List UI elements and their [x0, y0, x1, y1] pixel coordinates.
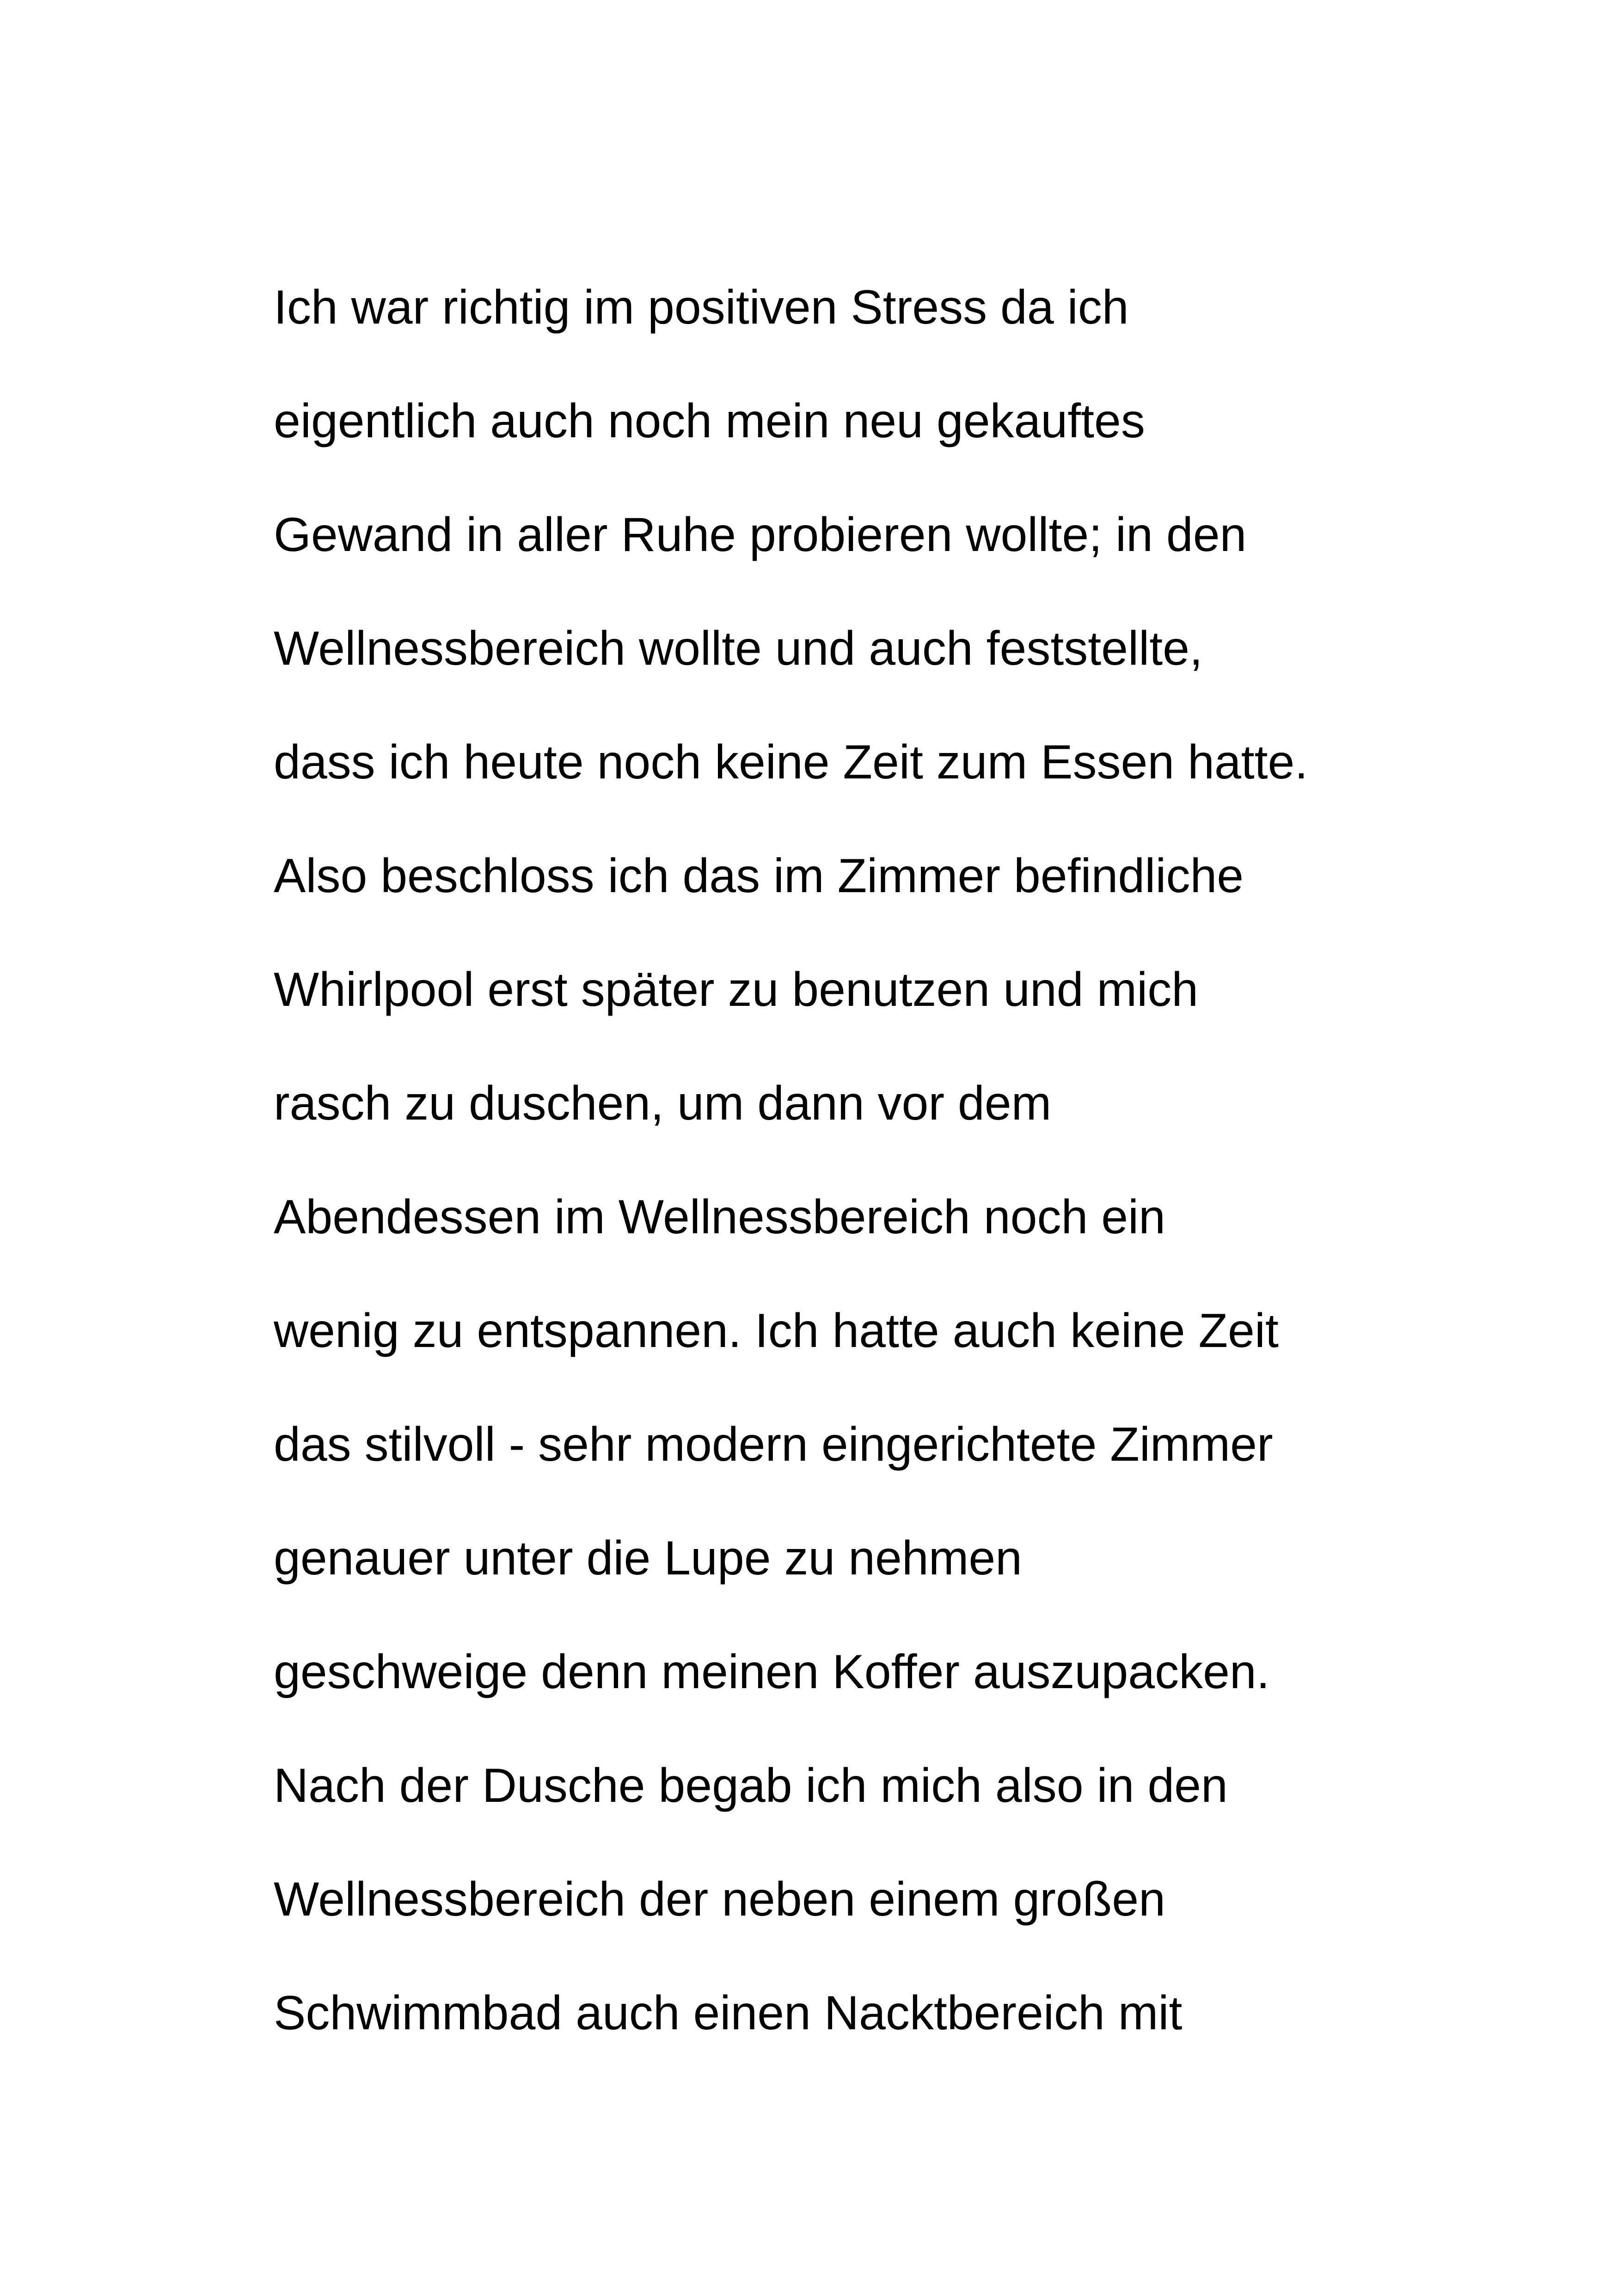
text-line: geschweige denn meinen Koffer auszupacken. [274, 1645, 1270, 1699]
text-line: rasch zu duschen, um dann vor dem [274, 1077, 1052, 1130]
text-line: eigentlich auch noch mein neu gekauftes [274, 394, 1145, 448]
text-line: Schwimmbad auch einen Nacktbereich mit [274, 1986, 1183, 2040]
text-line: Nach der Dusche begab ich mich also in den [274, 1759, 1228, 1812]
text-line: Abendessen im Wellnessbereich noch ein [274, 1190, 1165, 1244]
text-line: Gewand in aller Ruhe probieren wollte; in den [274, 508, 1247, 562]
text-line: Whirlpool erst später zu benutzen und mich [274, 963, 1199, 1016]
text-line: Wellnessbereich wollte und auch feststellte, [274, 622, 1203, 675]
text-line: wenig zu entspannen. Ich hatte auch keine Zeit [274, 1304, 1279, 1358]
body-text [274, 263, 1439, 2083]
text-line: Wellnessbereich der neben einem großen [274, 1873, 1165, 1926]
text-line: genauer unter die Lupe zu nehmen [274, 1531, 1023, 1585]
text-line: Ich war richtig im positiven Stress da ich [274, 281, 1129, 334]
text-line: das stilvoll - sehr modern eingerichtete Zimmer [274, 1418, 1273, 1471]
text-line: Also beschloss ich das im Zimmer befindliche [274, 849, 1244, 903]
text-line: dass ich heute noch keine Zeit zum Essen hatte. [274, 735, 1308, 789]
